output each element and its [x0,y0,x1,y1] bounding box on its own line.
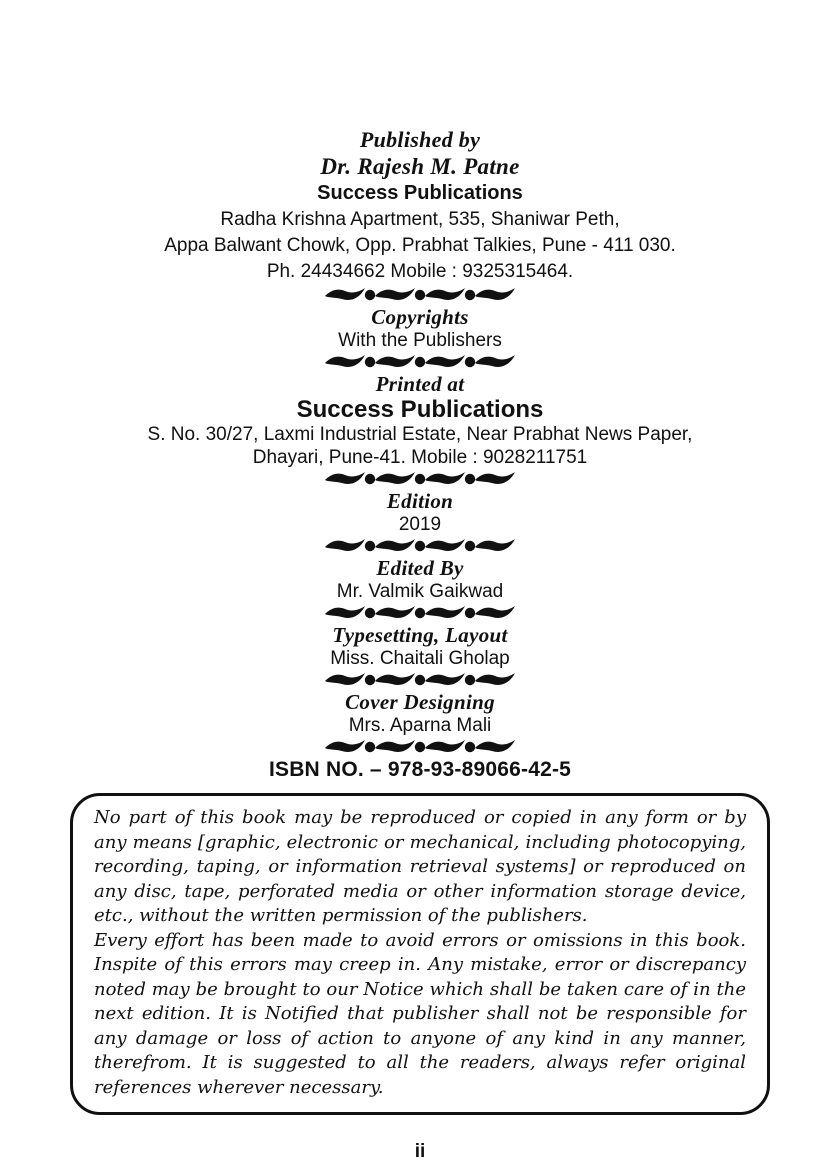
cover-designer-name: Mrs. Aparna Mali [348,715,492,736]
ornament-divider-icon [325,471,515,487]
ornament-divider-icon [325,672,515,688]
printer-org: Success Publications [296,396,544,423]
publisher-name: Dr. Rajesh M. Patne [320,154,520,179]
publisher-address-line2: Appa Balwant Chowk, Opp. Prabhat Talkies, Pune - 411 030. [164,235,676,256]
printer-address-line1: S. No. 30/27, Laxmi Industrial Estate, Near Prabhat News Paper, [147,424,693,445]
ornament-divider-icon [325,605,515,621]
publisher-phone-line: Ph. 24434662 Mobile : 9325315464. [266,261,574,282]
printer-address-line2: Dhayari, Pune-41. Mobile : 9028211751 [252,447,588,468]
editor-name: Mr. Valmik Gaikwad [336,581,504,602]
typesetting-heading: Typesetting, Layout [332,623,508,647]
typesetter-name: Miss. Chaitali Gholap [330,648,510,669]
page-number: ii [414,1141,426,1162]
copyrights-value: With the Publishers [338,330,502,351]
disclaimer-paragraph-2: Every effort has been made to avoid errors or omissions in this book. Inspite of this errors may creep in. Any mistake, error or discrepancy noted may be brought to our Notice which shall be taken care of in the next edition. It is Notified that publisher shall not be responsible for any damage or loss of action to anyone of any kind in any manner, therefrom. It is suggested to all the readers, always refer original references wherever necessary. [94,929,746,1098]
ornament-divider-icon [325,287,515,303]
published-by-heading: Published by [359,127,481,152]
edited-by-heading: Edited By [376,556,464,580]
copyrights-heading: Copyrights [371,305,469,329]
disclaimer-paragraph-1: No part of this book may be reproduced or copied in any form or by any means [graphic, electronic or mechanical, including photocopying, recording, taping, or information retrieval systems] or reproduced on any disc, tape, perforated media or other information storage device, etc., without the written permission of the publishers. [94,807,746,926]
isbn-number: ISBN NO. – 978-93-89066-42-5 [268,758,572,781]
edition-heading: Edition [386,489,454,513]
disclaimer-box [70,793,770,1115]
cover-design-heading: Cover Designing [345,690,495,714]
ornament-divider-icon [325,538,515,554]
publisher-org: Success Publications [317,182,523,204]
ornament-divider-icon [325,739,515,755]
printed-at-heading: Printed at [375,372,465,396]
edition-year: 2019 [398,514,442,535]
publisher-address-line1: Radha Krishna Apartment, 535, Shaniwar Peth, [220,209,620,230]
ornament-divider-icon [325,354,515,370]
